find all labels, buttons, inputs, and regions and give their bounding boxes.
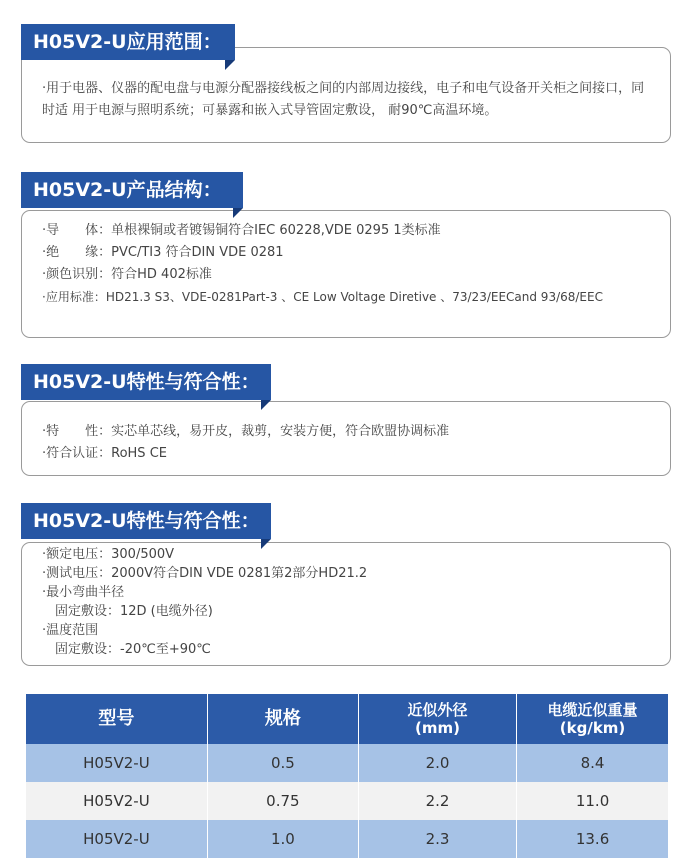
header-label: 近似外径 [407, 701, 468, 719]
spec-line: ·应用标准：HD21.3 S3、VDE-0281Part-3 、CE Low Voltage Diretive 、73/23/EECand 93/68/EEC [42, 290, 603, 304]
spec-line: ·绝 缘：PVC/TI3 符合DIN VDE 0281 [42, 245, 284, 260]
section-title: H05V2-U应用范围： [21, 24, 235, 60]
tag-fold [225, 60, 235, 70]
table-header-row [26, 694, 668, 744]
spec-line: ·测试电压：2000V符合DIN VDE 0281第2部分HD21.2 [42, 566, 368, 581]
table-row [26, 782, 668, 820]
header-label: 型号 [98, 708, 135, 729]
header-model [26, 694, 207, 744]
tag-fold [233, 208, 243, 218]
spec-line: 固定敷设：-20℃至+90℃ [42, 642, 211, 657]
section-text: ·用于电器、仪器的配电盘与电源分配器接线板之间的内部周边接线，电子和电气设备开关柜之间接口，同时适 用于电源与照明系统；可暴露和嵌入式导管固定敷设， 耐90℃高温环境。 [42, 81, 645, 118]
spec-line: ·颜色识别：符合HD 402标准 [42, 267, 212, 282]
header-diameter [358, 694, 516, 744]
header-label: 规格 [264, 708, 301, 729]
spec-line: ·最小弯曲半径 [42, 585, 125, 600]
cell-diameter: 2.3 [358, 820, 516, 858]
spec-line: ·导 体：单根裸铜或者镀锡铜符合IEC 60228,VDE 0295 1类标准 [42, 223, 441, 238]
cell-model: H05V2-U [26, 782, 207, 820]
cell-diameter: 2.2 [358, 782, 516, 820]
cell-weight: 13.6 [517, 820, 668, 858]
cell-weight: 11.0 [517, 782, 668, 820]
header-unit: (kg/km) [559, 719, 626, 737]
spec-line: ·特 性：实芯单芯线，易开皮，裁剪，安装方便，符合欧盟协调标准 [42, 424, 450, 439]
spec-line: ·符合认证：RoHS CE [42, 446, 167, 461]
cell-size: 0.5 [207, 744, 358, 782]
cell-model: H05V2-U [26, 744, 207, 782]
cell-diameter: 2.0 [358, 744, 516, 782]
tag-fold [261, 539, 271, 549]
tag-fold [261, 400, 271, 410]
header-size [207, 694, 358, 744]
cell-weight: 8.4 [517, 744, 668, 782]
cell-size: 1.0 [207, 820, 358, 858]
section-title: H05V2-U特性与符合性： [21, 364, 271, 400]
header-unit: (mm) [415, 719, 460, 737]
spec-line: 固定敷设：12D (电缆外径) [42, 604, 213, 619]
spec-line: ·温度范围 [42, 623, 99, 638]
cell-size: 0.75 [207, 782, 358, 820]
table-row [26, 820, 668, 858]
spec-table [26, 694, 668, 858]
header-weight [517, 694, 668, 744]
table-row [26, 744, 668, 782]
section-title: H05V2-U产品结构： [21, 172, 243, 208]
cell-model: H05V2-U [26, 820, 207, 858]
header-label: 电缆近似重量 [547, 701, 638, 719]
spec-line: ·额定电压：300/500V [42, 547, 175, 562]
section-title: H05V2-U特性与符合性： [21, 503, 271, 539]
